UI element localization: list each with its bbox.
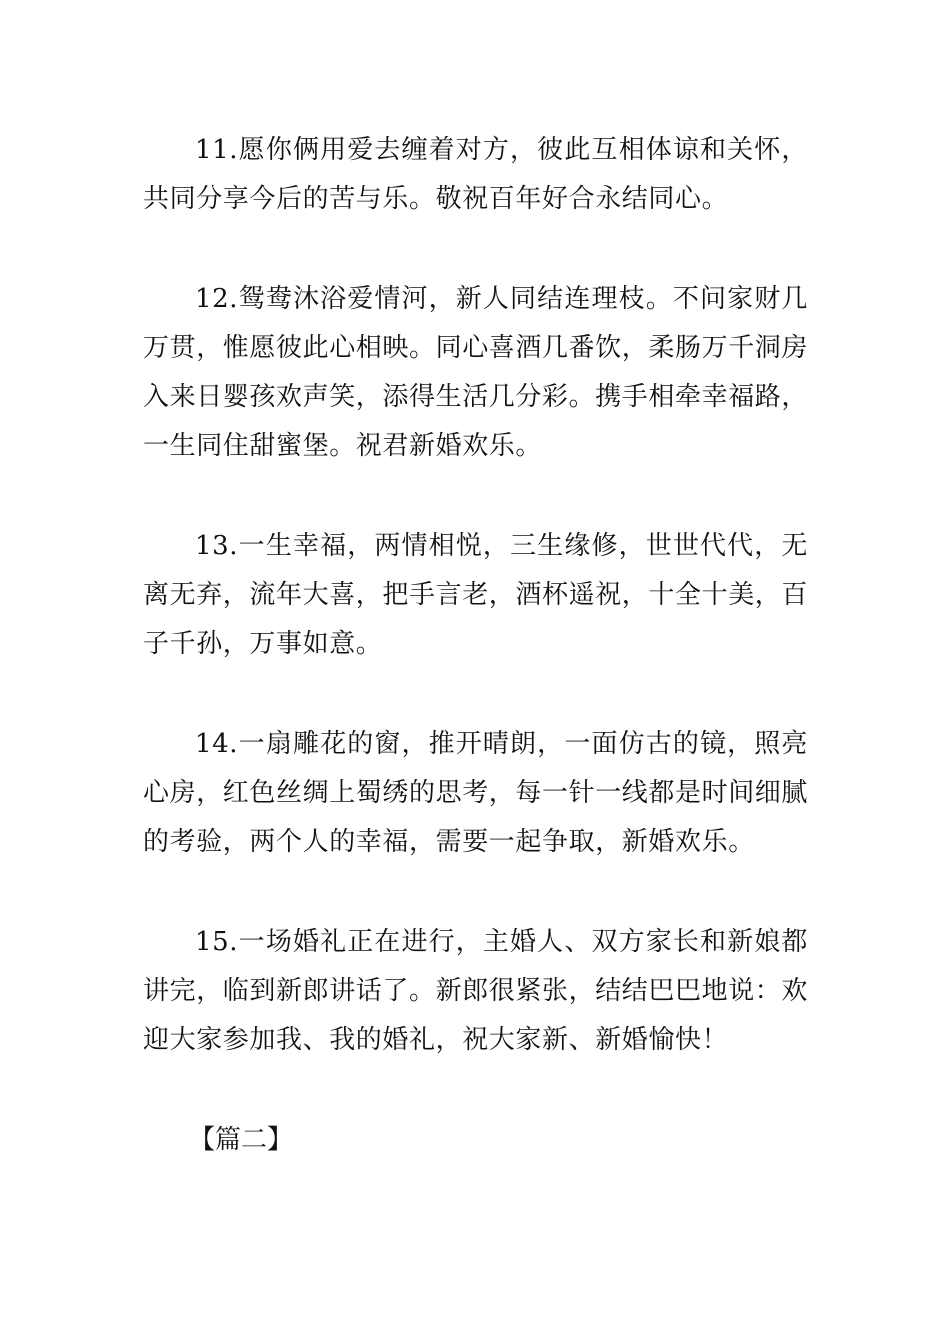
paragraph-11: 11.愿你俩用爱去缠着对方，彼此互相体谅和关怀，共同分享今后的苦与乐。敬祝百年好合永结同心。 — [143, 135, 808, 214]
document-body — [143, 126, 808, 1165]
paragraph-14: 14.一扇雕花的窗，推开晴朗，一面仿古的镜，照亮心房，红色丝绸上蜀绣的思考，每一针一线都是时间细腻的考验，两个人的幸福，需要一起争取，新婚欢乐。 — [143, 729, 809, 857]
paragraph-15: 15.一场婚礼正在进行，主婚人、双方家长和新娘都讲完，临到新郎讲话了。新郎很紧张，结结巴巴地说：欢迎大家参加我、我的婚礼，祝大家新、新婚愉快！ — [143, 927, 809, 1055]
section-heading: 【篇二】 — [189, 1125, 294, 1155]
paragraph-12: 12.鸳鸯沐浴爱情河，新人同结连理枝。不问家财几万贯，惟愿彼此心相映。同心喜酒几番饮，柔肠万千洞房入来日婴孩欢声笑，添得生活几分彩。携手相牵幸福路，一生同住甜蜜堡。祝君新婚欢乐。 — [143, 284, 809, 461]
paragraph-13: 13.一生幸福，两情相悦，三生缘修，世世代代，无离无弃，流年大喜，把手言老，酒杯遥祝，十全十美，百子千孙，万事如意。 — [143, 531, 809, 659]
